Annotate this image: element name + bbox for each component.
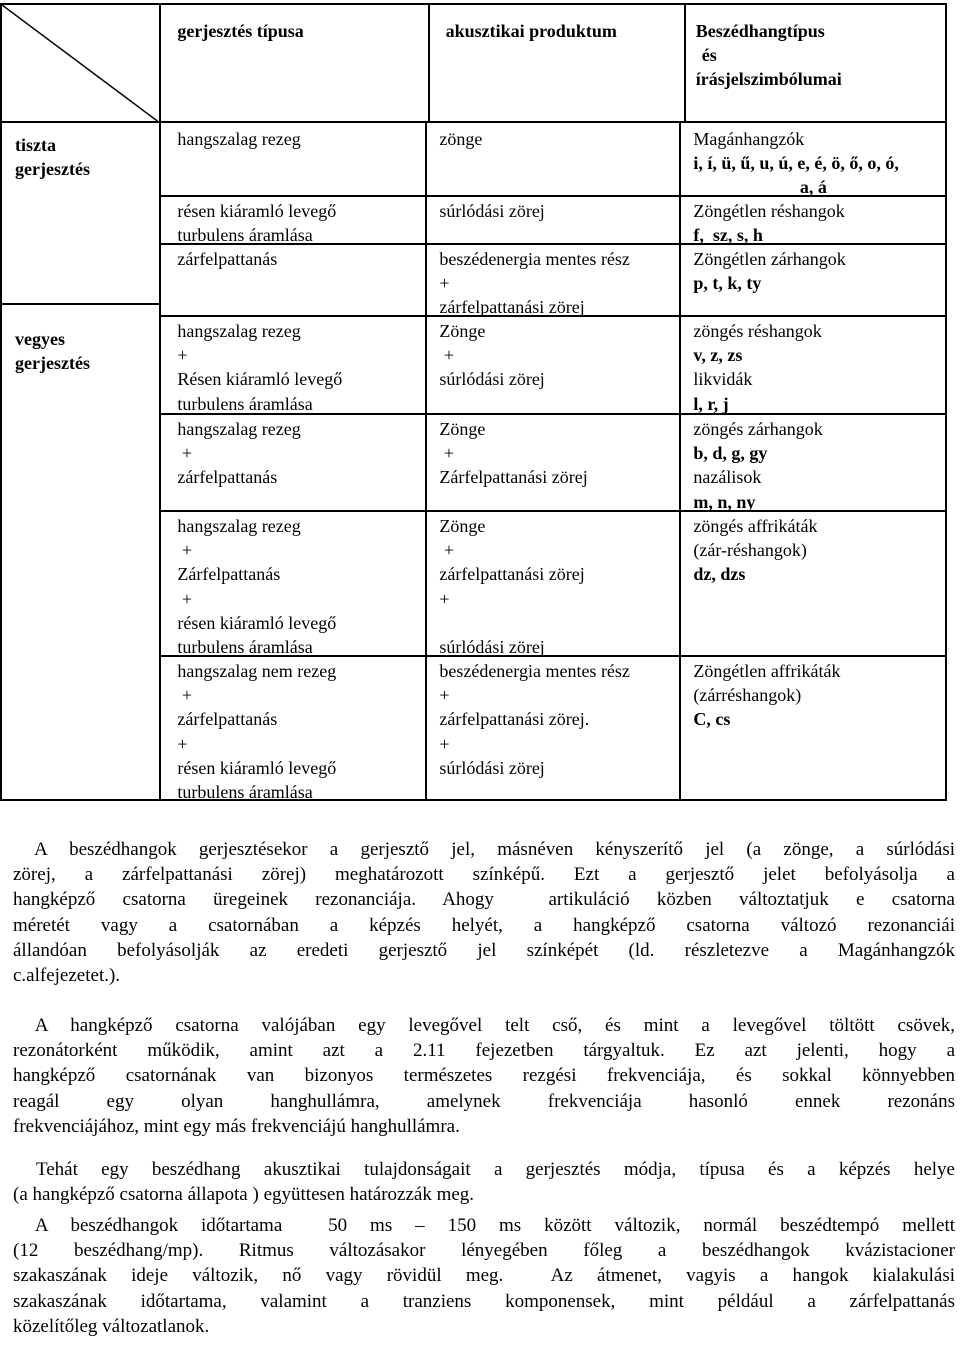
- paragraph-line: A hangképző csatorna valójában egy levegővel telt cső, és mint a levegővel töltött csövek,: [13, 1015, 955, 1036]
- type-cell: [177, 514, 336, 659]
- paragraph-line: zörej, a zárfelpattanási zörej) meghatározott színképű. Ezt a gerjesztő jelet befolyásolja a: [13, 864, 955, 886]
- row-divider: [161, 655, 945, 657]
- group-divider: [2, 303, 160, 305]
- rows-container: [161, 123, 945, 802]
- sound-name: likvidák: [693, 369, 753, 390]
- type-cell-line: hangszalag rezeg: [177, 129, 301, 149]
- type-cell-line: turbulens áramlása: [177, 636, 313, 657]
- sound-name: (zárréshangok): [693, 685, 802, 706]
- type-cell-line: Zárfelpattanás: [177, 564, 281, 585]
- header-speech-line2: és: [701, 45, 717, 66]
- table-header-row: [1, 4, 946, 122]
- paragraph-line: hangképző csatorna üregeinek rezonanciája. Ahogy artikuláció közben változtatjuk e csatorna: [13, 889, 955, 911]
- sound-cell: [693, 417, 933, 514]
- row-divider: [161, 243, 945, 245]
- product-cell-line: +: [439, 443, 454, 464]
- product-cell-line: zárfelpattanási zörej.: [439, 709, 590, 730]
- type-cell: [177, 319, 342, 416]
- type-cell-line: résen kiáramló levegő: [177, 757, 337, 778]
- sound-cell: [693, 247, 933, 295]
- sound-symbols: dz, dzs: [693, 564, 746, 585]
- product-cell: [439, 199, 544, 223]
- header-acoustic-product: [429, 4, 685, 122]
- paragraph-line: Tehát egy beszédhang akusztikai tulajdonságait a gerjesztés módja, típusa és a képzés helye: [13, 1159, 955, 1180]
- type-cell-line: +: [177, 345, 188, 366]
- group-labels-cell: [1, 122, 160, 800]
- excitation-table: [0, 3, 947, 801]
- type-cell-line: zárfelpattanás: [177, 709, 278, 730]
- type-cell-line: hangszalag rezeg: [177, 321, 301, 341]
- type-cell: [177, 417, 300, 490]
- group-labels: [2, 123, 159, 799]
- row-divider: [161, 413, 945, 415]
- group-pure-line1: tiszta: [15, 135, 56, 155]
- sound-name: (zár-réshangok): [693, 540, 807, 561]
- sound-name: nazálisok: [693, 467, 762, 488]
- product-cell-line: +: [439, 273, 450, 294]
- type-cell-line: hangszalag rezeg: [177, 419, 301, 439]
- product-cell-line: beszédenergia mentes rész: [439, 661, 630, 681]
- product-cell-line: súrlódási zörej: [439, 369, 545, 390]
- product-cell-line: Zönge: [439, 419, 486, 439]
- paragraph-line: szakaszának időtartama, valamint a tranziens komponensek, mint például a zárfelpattanás: [13, 1290, 955, 1312]
- sound-cell: [693, 319, 933, 416]
- paragraph-line: hangképző csatornának van bizonyos természetes rezgési frekvenciája, és sokkal könnyebben: [13, 1065, 955, 1087]
- product-cell: [439, 319, 544, 392]
- type-cell: [177, 127, 300, 151]
- type-cell-line: turbulens áramlása: [177, 781, 313, 802]
- type-cell: [177, 247, 277, 271]
- sound-cell: [693, 514, 933, 587]
- row-divider: [161, 315, 945, 317]
- sound-name: Zöngétlen zárhangok: [693, 249, 846, 269]
- paragraph: [13, 1013, 955, 1139]
- product-cell-line: Zönge: [439, 321, 486, 341]
- product-cell-line: Zönge: [439, 516, 486, 536]
- product-cell-line: Zárfelpattanási zörej: [439, 467, 588, 488]
- type-cell-line: hangszalag rezeg: [177, 516, 301, 536]
- type-cell-line: résen kiáramló levegő: [177, 612, 337, 633]
- sound-cell: [693, 127, 933, 200]
- type-cell-line: Résen kiáramló levegő: [177, 369, 343, 390]
- product-cell-line: zönge: [439, 129, 483, 149]
- product-cell: [439, 659, 630, 780]
- type-cell-line: turbulens áramlása: [177, 225, 313, 246]
- product-cell-line: zárfelpattanási zörej: [439, 564, 585, 585]
- header-product-label: akusztikai produktum: [445, 21, 617, 41]
- sound-symbols: i, í, ü, ű, u, ú, e, é, ö, ő, o, ó,: [693, 153, 899, 174]
- type-cell-line: zárfelpattanás: [177, 467, 278, 488]
- type-cell-line: +: [177, 540, 192, 561]
- diagonal-line: [2, 5, 160, 123]
- sound-name: zöngés affrikáták: [693, 516, 818, 536]
- product-cell-line: +: [439, 685, 450, 706]
- sound-name: Zöngétlen affrikáták: [693, 661, 841, 681]
- product-cell: [439, 514, 584, 659]
- header-speech-line3: írásjelszimbólumai: [695, 69, 842, 90]
- paragraph-line: c.alfejezetet.).: [13, 965, 121, 987]
- sound-symbols: p, t, k, ty: [693, 273, 762, 294]
- header-excitation-type: [160, 4, 428, 122]
- sound-symbols: C, cs: [693, 709, 731, 730]
- product-cell-line: [439, 611, 584, 635]
- type-cell-line: +: [177, 685, 192, 706]
- sound-symbols: f, sz, s, h: [693, 225, 763, 246]
- sound-cell: [693, 659, 933, 732]
- type-cell: [177, 199, 336, 247]
- paragraph-line: (12 beszédhang/mp). Ritmus változásakor lényegében főleg a beszédhangok kvázistacioner: [13, 1240, 955, 1262]
- rows-container-cell: [160, 122, 946, 800]
- type-cell: [177, 659, 336, 804]
- column-divider: [679, 123, 681, 799]
- paragraph-line: állandóan befolyásolják az eredeti gerjesztő jel színképét (ld. részletezve a Magánhangzók: [13, 939, 955, 961]
- sound-symbols: a, á: [799, 177, 827, 198]
- paragraph-line: méretét vagy a csatornában a képzés helyét, a hangképző csatorna változó rezonanciái: [13, 914, 955, 936]
- paragraph: [13, 837, 955, 988]
- paragraph-line: frekvenciájához, mint egy más frekvenciájú hanghullámra.: [13, 1115, 460, 1137]
- row-divider: [161, 195, 945, 197]
- sound-symbols: l, r, j: [693, 393, 729, 414]
- product-cell-line: +: [439, 345, 454, 366]
- product-cell: [439, 417, 587, 490]
- sound-symbols: m, n, ny: [693, 491, 756, 512]
- group-mixed: [15, 327, 90, 375]
- sound-name: Magánhangzók: [693, 129, 805, 149]
- group-pure-line2: gerjesztés: [15, 159, 90, 180]
- type-cell-line: hangszalag nem rezeg: [177, 661, 337, 681]
- paragraph-line: rezonátorként működik, amint azt a 2.11 fejezetben tárgyaltuk. Ez azt jelenti, hogy a: [13, 1040, 955, 1062]
- product-cell: [439, 127, 482, 151]
- type-cell-line: résen kiáramló levegő: [177, 201, 337, 221]
- sound-symbols: v, z, zs: [693, 345, 743, 366]
- paragraph-line: reagál egy olyan hanghullámra, amelynek frekvenciája hasonló ennek rezonáns: [13, 1090, 955, 1112]
- paragraph: [13, 1157, 955, 1207]
- paragraph-line: (a hangképző csatorna állapota ) együttesen határozzák meg.: [13, 1184, 475, 1206]
- type-cell-line: zárfelpattanás: [177, 249, 278, 269]
- sound-name: Zöngétlen réshangok: [693, 201, 845, 221]
- paragraph: [13, 1213, 955, 1339]
- sound-name: zöngés zárhangok: [693, 419, 823, 439]
- sound-symbols: b, d, g, gy: [693, 443, 768, 464]
- product-cell-line: súrlódási zörej: [439, 201, 545, 221]
- paragraph-line: szakaszának ideje változik, nő vagy rövidül meg. Az átmenet, vagyis a hangok kialakulási: [13, 1265, 955, 1287]
- paragraph-line: A beszédhangok időtartama 50 ms – 150 ms között változik, normál beszédtempó mellett: [13, 1215, 955, 1236]
- product-cell-line: súrlódási zörej: [439, 757, 545, 778]
- paragraph-line: közelítőleg változatlanok.: [13, 1315, 210, 1337]
- row-divider: [161, 510, 945, 512]
- type-cell-line: turbulens áramlása: [177, 393, 313, 414]
- diagonal-corner-cell: [1, 4, 160, 122]
- group-mixed-line1: vegyes: [15, 329, 65, 349]
- product-cell-line: +: [439, 733, 450, 754]
- table-body-row: [1, 122, 946, 800]
- group-pure: [15, 133, 90, 181]
- group-mixed-line2: gerjesztés: [15, 353, 90, 374]
- type-cell-line: +: [177, 733, 188, 754]
- sound-cell: [693, 199, 933, 247]
- product-cell-line: +: [439, 588, 450, 609]
- product-cell-line: súrlódási zörej: [439, 636, 545, 657]
- column-divider: [425, 123, 427, 799]
- paragraph-line: A beszédhangok gerjesztésekor a gerjesztő jel, másnéven kényszerítő jel (a zönge, a súrlódási: [13, 839, 955, 860]
- header-type-label: gerjesztés típusa: [177, 21, 304, 41]
- header-speech-sound: [685, 4, 946, 122]
- product-cell-line: +: [439, 540, 454, 561]
- header-speech-line1: Beszédhangtípus: [695, 21, 825, 41]
- type-cell-line: +: [177, 588, 192, 609]
- product-cell-line: beszédenergia mentes rész: [439, 249, 630, 269]
- type-cell-line: +: [177, 443, 192, 464]
- product-cell-line: zárfelpattanási zörej: [439, 297, 585, 318]
- sound-name: zöngés réshangok: [693, 321, 822, 341]
- product-cell: [439, 247, 630, 320]
